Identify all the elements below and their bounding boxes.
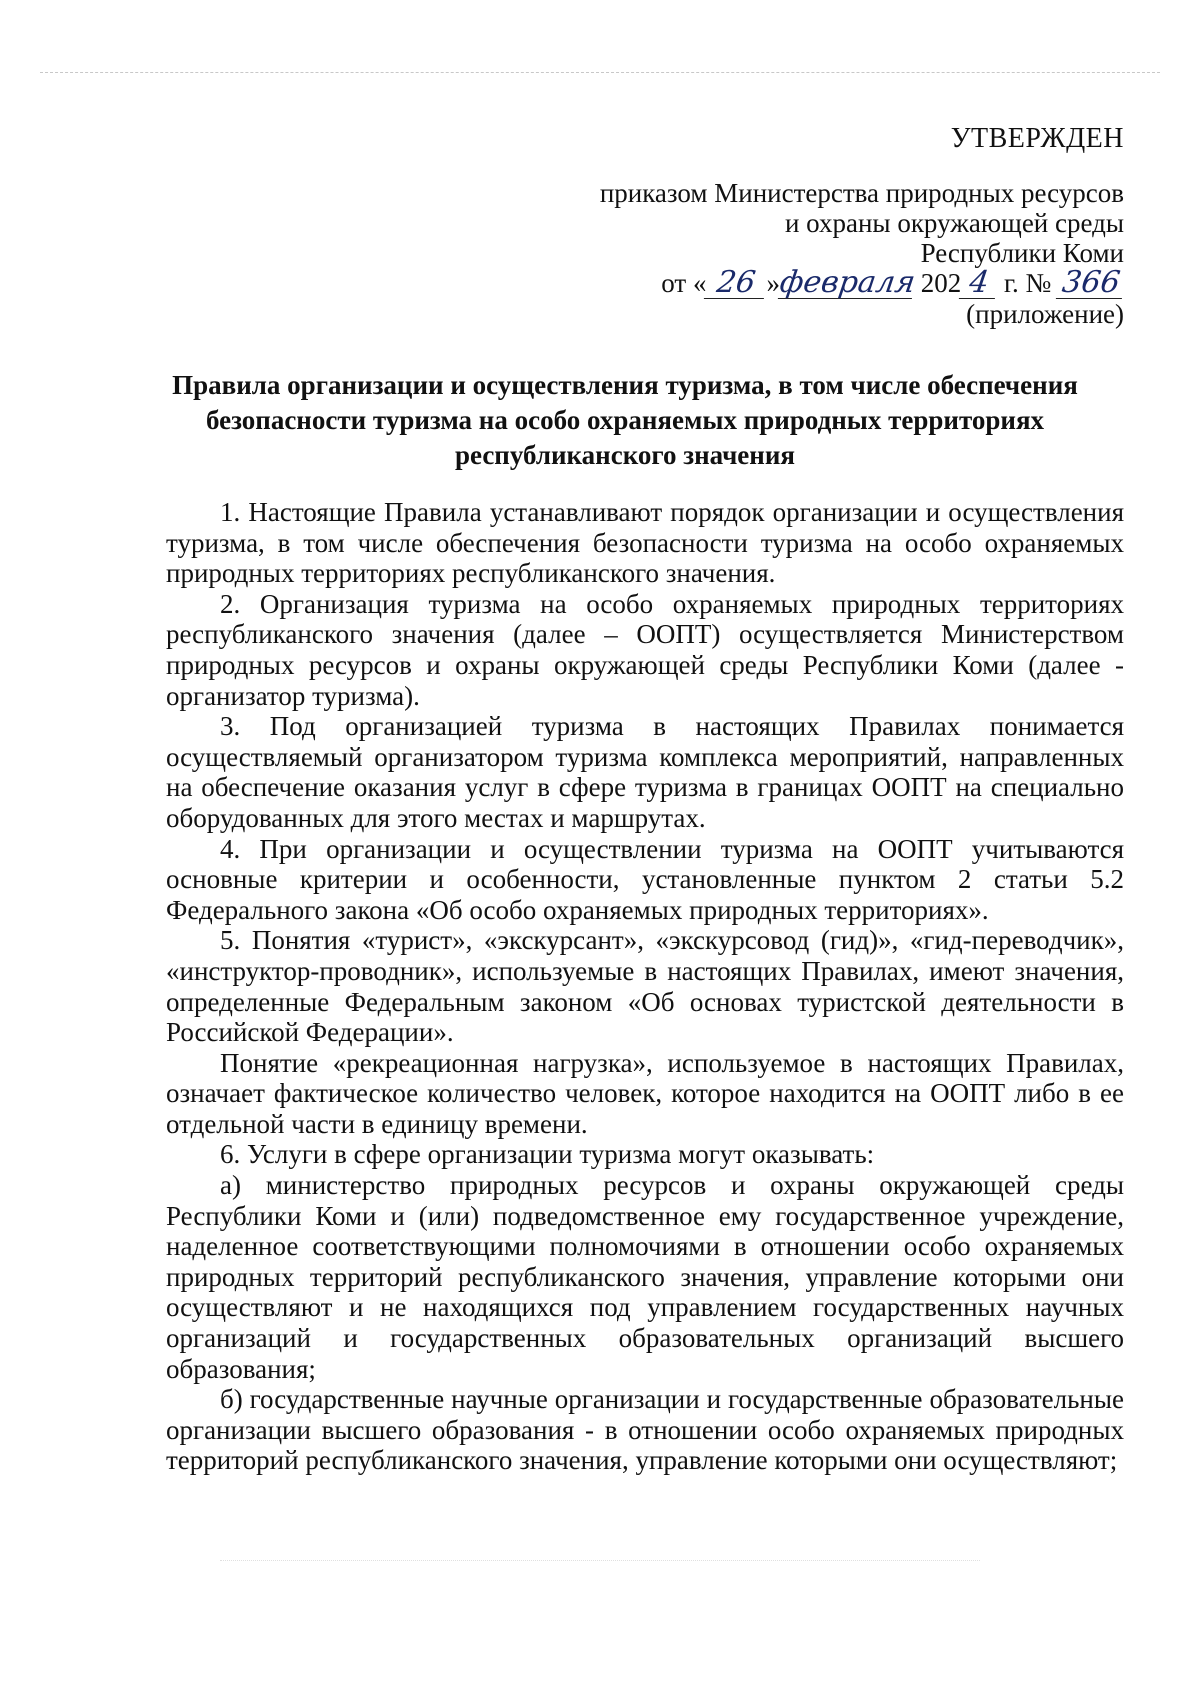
paragraph-6b: б) государственные научные организации и государственные образовательные организации высшего образования - в отношении особо охраняемых природных территорий республиканского значения, управление которыми они осуществляют;: [166, 1384, 1124, 1476]
scan-top-edge: [40, 72, 1160, 73]
paragraph-5: 5. Понятия «турист», «экскурсант», «экскурсовод (гид)», «гид-переводчик», «инструктор-проводник», используемые в настоящих Правилах, имеют значения, определенные Федеральным законом «Об основах туристской деятельности в Российской Федерации».: [166, 925, 1124, 1048]
document-title: Правила организации и осуществления туризма, в том числе обеспечения безопасности туризма на особо охраняемых природных территориях республиканского значения: [172, 370, 1078, 470]
date-prefix: от «: [661, 268, 707, 298]
order-line-2: и охраны окружающей среды: [784, 208, 1124, 238]
paragraph-5-definition: Понятие «рекреационная нагрузка», используемое в настоящих Правилах, означает фактическое количество человек, которое находится на ООПТ либо в ее отдельной части в единицу времени.: [166, 1047, 1124, 1139]
paragraph-4: 4. При организации и осуществлении туризма на ООПТ учитываются основные критерии и особенности, установленные пунктом 2 статьи 5.2 Федерального закона «Об особо охраняемых природных территориях».: [166, 833, 1124, 925]
handwritten-order-number: 366: [1056, 268, 1126, 299]
paragraph-2: 2. Организация туризма на особо охраняемых природных территориях республиканского значения (далее – ООПТ) осуществляется Министерством природных ресурсов и охраны окружающей среды Республики Коми (далее - организатор туризма).: [166, 588, 1124, 711]
handwritten-year-digit: 4: [959, 268, 999, 299]
handwritten-month: февраля: [777, 265, 918, 300]
approved-heading: УТВЕРЖДЕН: [950, 123, 1124, 154]
order-date-line: [564, 265, 1124, 300]
paragraph-6a: а) министерство природных ресурсов и охраны окружающей среды Республики Коми и (или) подведомственное ему государственное учреждение, наделенное соответствующими полномочиями в отношении особо охраняемых природных территорий республиканского значения, управление которыми они осуществляют и не находящихся под управлением государственных научных организаций и государственных образовательных организаций высшего образования;: [166, 1170, 1124, 1384]
number-prefix: г. №: [1003, 268, 1052, 298]
paragraph-1: 1. Настоящие Правила устанавливают порядок организации и осуществления туризма, в том числе обеспечения безопасности туризма на особо охраняемых природных территориях республиканского значения.: [166, 497, 1124, 589]
year-prefix: 202: [920, 268, 962, 298]
document-body: [166, 497, 1124, 1476]
appendix-label: (приложение): [966, 299, 1124, 329]
handwritten-day: 26: [704, 268, 768, 299]
date-mid: »: [766, 268, 780, 298]
scan-bottom-noise: [220, 1560, 980, 1561]
order-line-3: Республики Коми: [920, 238, 1124, 268]
approval-block: [564, 124, 1124, 329]
order-line-1: приказом Министерства природных ресурсов: [599, 178, 1124, 208]
paragraph-6: 6. Услуги в сфере организации туризма могут оказывать:: [220, 1139, 875, 1170]
paragraph-3: 3. Под организацией туризма в настоящих Правилах понимается осуществляемый организатором туризма комплекса мероприятий, направленных на обеспечение оказания услуг в сфере туризма в границах ООПТ на специально оборудованных для этого местах и маршрутах.: [166, 711, 1124, 833]
